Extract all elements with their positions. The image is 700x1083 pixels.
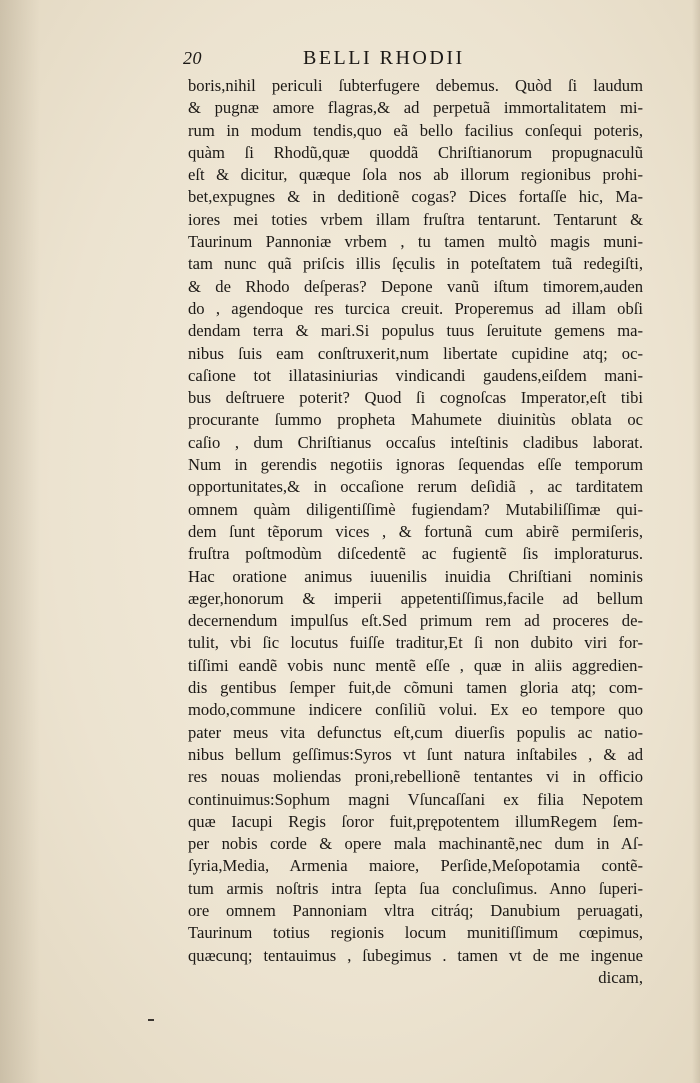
text-line: tulit, vbi ſic locutus fuiſſe traditur,Et ſi non dubito viri for- (188, 633, 643, 653)
gutter-shadow (0, 0, 40, 1083)
text-line: quæ Iacupi Regis ſoror fuit,prępotentem illumRegem ſem- (188, 811, 643, 831)
body-text (188, 75, 643, 989)
text-line: ſyria,Media, Armenia maiore, Perſide,Meſopotamia contẽ- (188, 856, 643, 876)
text-line: decernendum impulſus eſt.Sed primum rem ad proceres de- (188, 611, 643, 631)
text-line: omnem quàm diligentiſſimè fugiendam? Mutabiliſſimæ qui- (188, 499, 643, 519)
text-line: opportunitates,& in occaſione rerum deſidiã , ac tarditatem (188, 477, 643, 497)
folio-number: 20 (183, 48, 202, 68)
text-line: Hac oratione animus iuuenilis inuidia Chriſtiani nominis (188, 566, 643, 586)
running-head: BELLI RHODII (303, 47, 465, 69)
text-line: nibus ſuis eam conſtruxerit,num libertate cupidine atq; oc- (188, 343, 643, 363)
text-line: caſione tot illatasiniurias vindicandi gaudens,eiſdem mani- (188, 365, 643, 385)
page-edge (692, 0, 700, 1083)
text-line: & pugnæ amore flagras,& ad perpetuã immortalitatem mi- (188, 98, 643, 118)
text-line: procurante ſummo propheta Mahumete diuinitùs oblata oc (188, 410, 643, 430)
text-line: quæcunq; tentauimus , ſubegimus . tamen vt de me ingenue (188, 945, 643, 965)
text-line: tum armis noſtris intra ſepta ſua concluſimus. Anno ſuperi- (188, 878, 643, 898)
text-line: modo,commune indicere conſiliũ volui. Ex eo tempore quo (188, 700, 643, 720)
text-line: nibus bellum geſſimus:Syros vt ſunt natura inſtabiles , & ad (188, 744, 643, 764)
text-line: pater meus vita defunctus eſt,cum diuerſis populis ac natio- (188, 722, 643, 742)
text-line: & de Rhodo deſperas? Depone vanũ iſtum timorem,auden (188, 276, 643, 296)
text-line: rum in modum tendis,quo eã bello facilius conſequi poteris, (188, 120, 643, 140)
text-line: dendam terra & mari.Si populus tuus ſeruitute gemens ma- (188, 321, 643, 341)
text-line: Num in gerendis negotiis ignoras ſequendas eſſe temporum (188, 455, 643, 475)
text-line: dicam, (598, 967, 643, 987)
text-line: boris,nihil periculi ſubterfugere debemus. Quòd ſi laudum (188, 76, 643, 95)
page-speck (148, 1019, 154, 1021)
text-line: per nobis corde & opere mala machinantẽ,nec dum in Aſ- (188, 834, 643, 854)
text-line: tiſſimi eandẽ vobis nunc mentẽ eſſe , quæ in aliis aggredien- (188, 655, 643, 675)
text-line: caſio , dum Chriſtianus occaſus inteſtinis cladibus laborat. (188, 432, 643, 452)
text-line: quàm ſi Rhodũ,quæ quoddã Chriſtianorum propugnaculũ (188, 142, 643, 162)
text-line: continuimus:Sophum magni Vſuncaſſani ex filia Nepotem (188, 789, 643, 809)
text-line: æger,honorum & imperii appetentiſſimus,facile ad bellum (188, 588, 643, 608)
text-line: dis gentibus ſemper fuit,de cõmuni tamen gloria atq; com- (188, 678, 643, 698)
text-line: iores mei toties vrbem illam fruſtra tentarunt. Tentarunt & (188, 209, 643, 229)
text-line: Taurinum totius regionis locum munitiſſimum cœpimus, (188, 923, 643, 943)
text-line: bus deſtruere poterit? Quod ſi cognoſcas Imperator,eſt tibi (188, 388, 643, 408)
text-line: do , agendoque res turcica creuit. Properemus ad illam obſi (188, 298, 643, 318)
text-line: bet,expugnes & in deditionẽ cogas? Dices fortaſſe hic, Ma- (188, 187, 643, 207)
text-line: eſt & dicitur, quæque ſola nos ab illorum regionibus prohi- (188, 165, 643, 185)
text-line: res nouas moliendas proni,rebellionẽ tentantes vi in officio (188, 767, 643, 787)
text-line: fruſtra poſtmodùm diſcedentẽ ac fugientẽ ſis imploraturus. (188, 544, 643, 564)
text-line: ore omnem Pannoniam vltra citráq; Danubium peruagati, (188, 900, 643, 920)
text-line: dem ſunt tẽporum vices , & fortunã cum abirẽ permiſeris, (188, 521, 643, 541)
text-line: tam nunc quã priſcis illis ſęculis in poteſtatem tuã redegiſti, (188, 254, 643, 274)
text-line: Taurinum Pannoniæ vrbem , tu tamen multò magis muni- (188, 232, 643, 252)
